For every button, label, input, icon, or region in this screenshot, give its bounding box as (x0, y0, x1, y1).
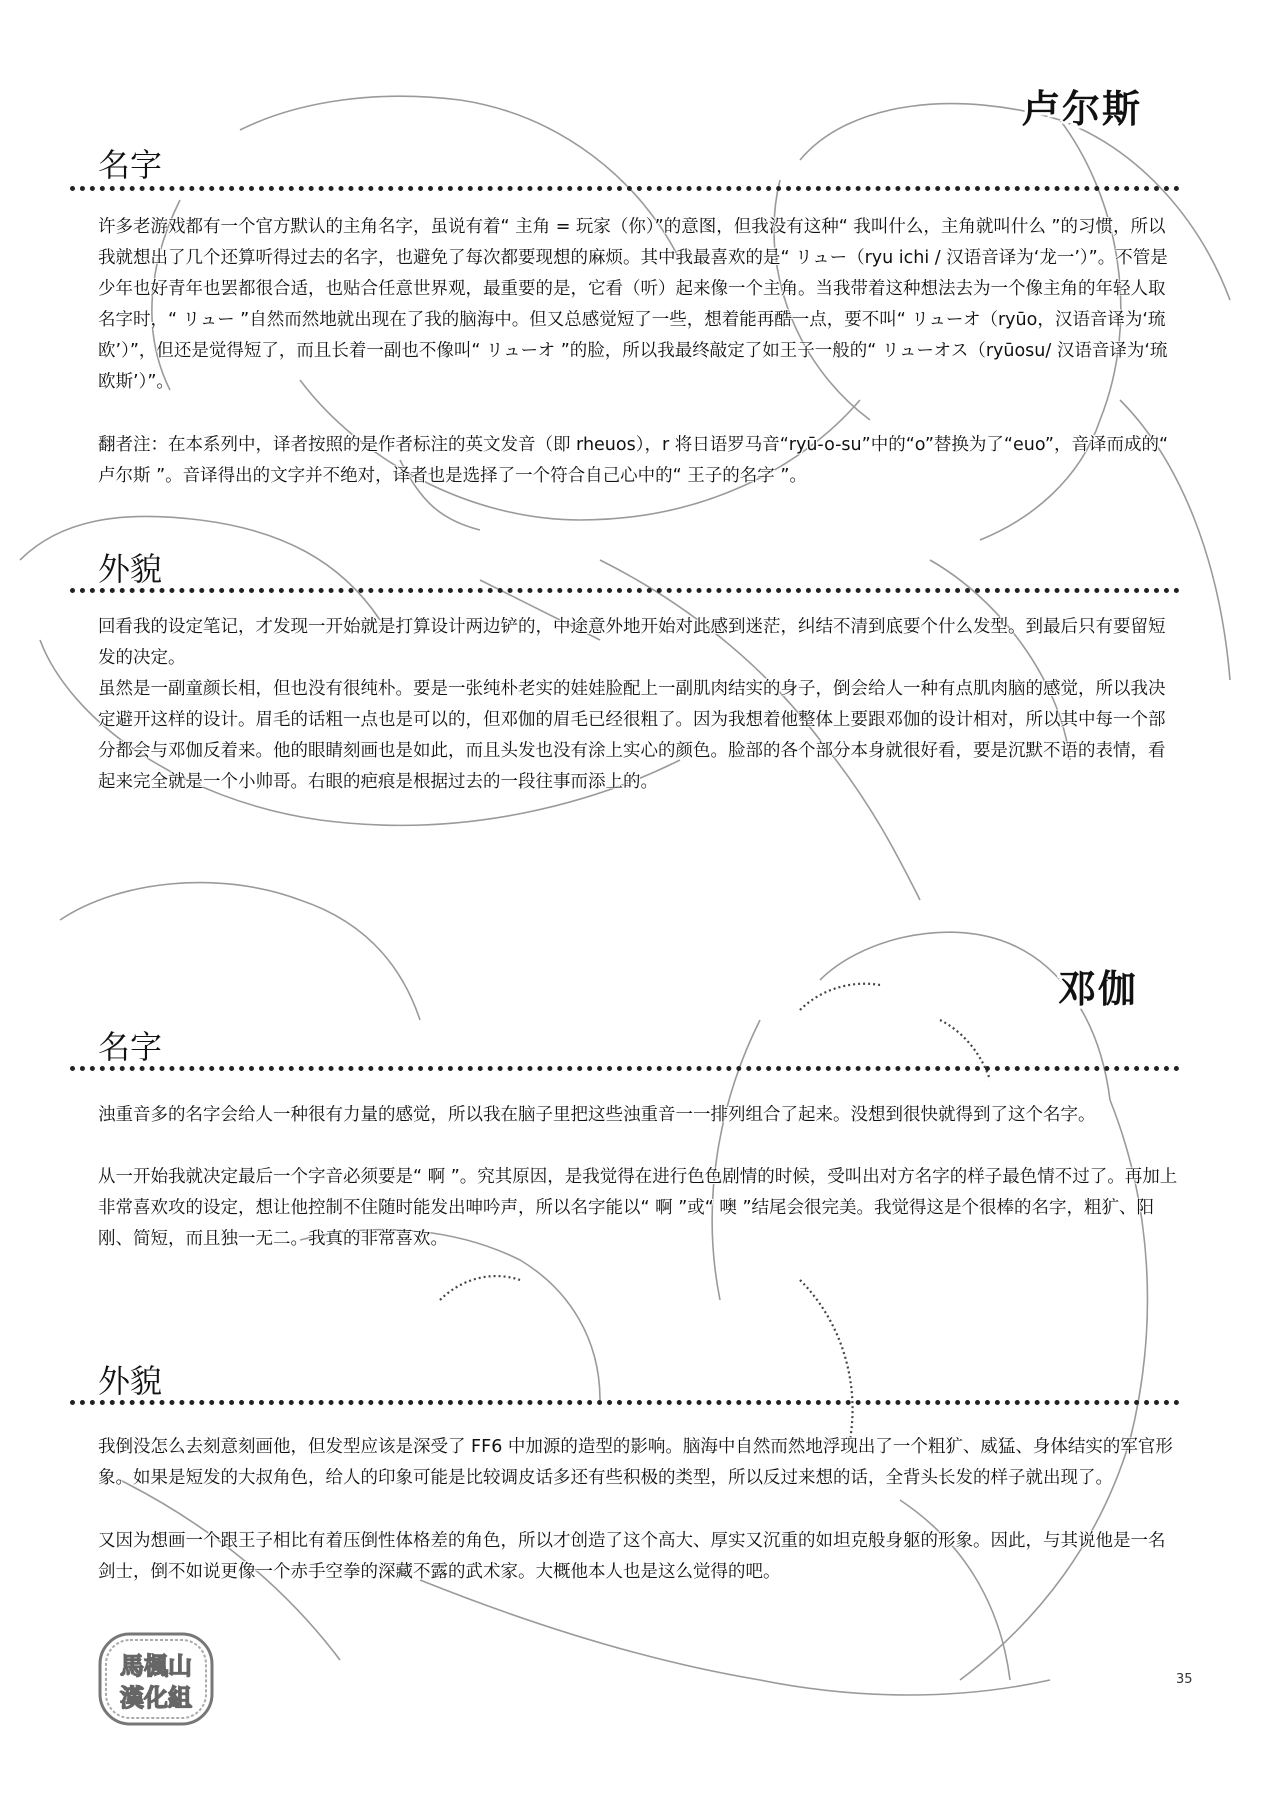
character2-name-heading: 名字 (98, 1028, 163, 1066)
character1-appearance-paragraph-2: 虽然是一副童颜长相，但也没有很纯朴。要是一张纯朴老实的娃娃脸配上一副肌肉结实的身子，倒会给人一种有点肌肉脑的感觉，所以我决定避开这样的设计。眉毛的话粗一点也是可以的，但邓伽的眉毛已经很粗了。因为我想着他整体上要跟邓伽的设计相对，所以其中每一个部分都会与邓伽反着来。他的眼睛刻画也是如此，而且头发也没有涂上实心的颜色。脸部的各个部分本身就很好看，要是沉默不语的表情，看起来完全就是一个小帅哥。右眼的疤痕是根据过去的一段往事而添上的。 (98, 679, 1166, 792)
translator-group-stamp (96, 1630, 216, 1728)
section-divider (70, 1400, 1180, 1405)
character2-appearance-heading: 外貌 (98, 1362, 163, 1400)
character2-name-paragraph-1: 浊重音多的名字会给人一种很有力量的感觉，所以我在脑子里把这些浊重音一一排列组合了起来。没想到很快就得到了这个名字。 (98, 1105, 1096, 1125)
character1-name-paragraph-1: 许多老游戏都有一个官方默认的主角名字，虽说有着“ 主角 = 玩家（你）”的意图，但我没有这种“ 我叫什么，主角就叫什么 ”的习惯，所以我就想出了几个还算听得过去的名字，也避免了每次都要现想的麻烦。其中我最喜欢的是“ リュー（ryu ichi / 汉语音译为‘龙一’）”。不管是少年也好青年也罢都很合适，也贴合任意世界观，最重要的是，它看（听）起来像一个主角。当我带着这种想法去为一个像主角的年轻人取名字时，“ リュー ”自然而然地就出现在了我的脑海中。但又总感觉短了一些，想着能再酷一点，要不叫“ リューオ（ryūo，汉语音译为‘琉欧’）”，但还是觉得短了，而且长着一副也不像叫“ リューオ ”的脸，所以我最终敲定了如王子一般的“ リューオス（ryūosu/ 汉语音译为‘琉欧斯’）”。 (98, 217, 1168, 392)
section-divider (70, 588, 1180, 593)
section-divider (70, 186, 1180, 191)
character1-name-translator-note: 翻者注：在本系列中，译者按照的是作者标注的英文发音（即 rheuos），r 将日语罗马音“ryū-o-su”中的“o”替换为了“euo”，音译而成的“ 卢尔斯 ”。音译得出的文字并不绝对，译者也是选择了一个符合自己心中的“ 王子的名字 ”。 (98, 435, 1169, 486)
character1-name-heading: 名字 (98, 146, 163, 184)
page-number: 35 (1176, 1672, 1193, 1687)
character2-name-paragraph-2: 从一开始我就决定最后一个字音必须要是“ 啊 ”。究其原因，是我觉得在进行色色剧情的时候，受叫出对方名字的样子最色情不过了。再加上非常喜欢攻的设定，想让他控制不住随时能发出呻吟声，所以名字能以“ 啊 ”或“ 噢 ”结尾会很完美。我觉得这是个很棒的名字，粗犷、阳刚、简短，而且独一无二。我真的非常喜欢。 (98, 1167, 1178, 1249)
svg-text:漢化組: 漢化組 (120, 1683, 192, 1712)
character2-appearance-paragraph-1: 我倒没怎么去刻意刻画他，但发型应该是深受了 FF6 中加源的造型的影响。脑海中自然而然地浮现出了一个粗犷、威猛、身体结实的军官形象。如果是短发的大叔角色，给人的印象可能是比较调皮话多还有些积极的类型，所以反过来想的话，全背头长发的样子就出现了。 (98, 1437, 1173, 1488)
character1-appearance-paragraph-1: 回看我的设定笔记，才发现一开始就是打算设计两边铲的，中途意外地开始对此感到迷茫，纠结不清到底要个什么发型。到最后只有要留短发的决定。 (98, 617, 1166, 668)
character1-name: 卢尔斯 (1022, 87, 1143, 131)
character2-name: 邓伽 (1058, 967, 1139, 1011)
character2-appearance-paragraph-2: 又因为想画一个跟王子相比有着压倒性体格差的角色，所以才创造了这个高大、厚实又沉重的如坦克般身躯的形象。因此，与其说他是一名剑士，倒不如说更像一个赤手空拳的深藏不露的武术家。大概他本人也是这么觉得的吧。 (98, 1531, 1166, 1582)
character1-appearance-heading: 外貌 (98, 550, 163, 588)
section-divider (70, 1066, 1180, 1071)
svg-text:馬楓山: 馬楓山 (120, 1651, 192, 1680)
